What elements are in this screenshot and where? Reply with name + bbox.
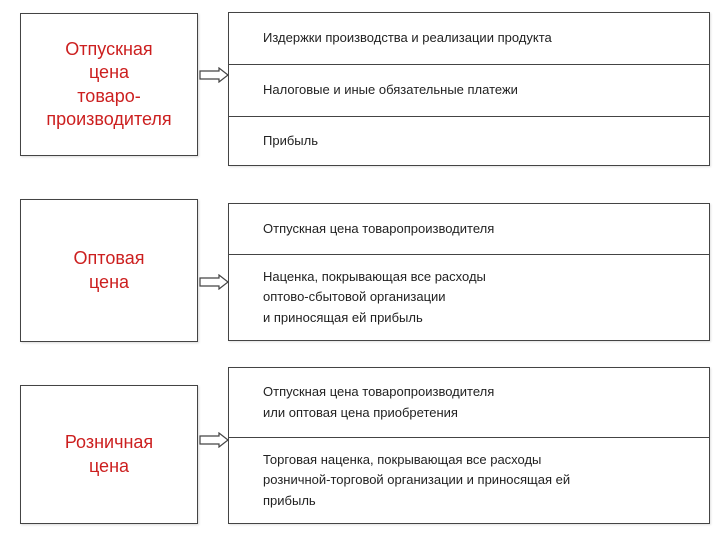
- producer-price-components: [228, 12, 710, 166]
- producer-price-label-box: [20, 13, 198, 156]
- wholesale-price-label-box: [20, 199, 198, 342]
- component-retail-markup: Торговая наценка, покрывающая все расходы розничной-торговой организации и приносящая ей прибыль: [229, 437, 709, 523]
- arrow-right-icon: [199, 67, 229, 83]
- wholesale-price-label: Оптовая цена: [73, 248, 145, 292]
- retail-price-label-box: [20, 385, 198, 524]
- component-taxes: Налоговые и иные обязательные платежи: [229, 64, 709, 116]
- component-producer-or-wholesale-price: Отпускная цена товаропроизводителя или оптовая цена приобретения: [263, 384, 495, 420]
- arrow-right-icon: [199, 432, 229, 448]
- retail-price-label: Розничная цена: [64, 432, 154, 476]
- component-production-costs: Издержки производства и реализации продукта: [263, 30, 552, 46]
- arrow-right-icon: [199, 274, 229, 290]
- retail-price-components: [228, 367, 710, 524]
- wholesale-price-components: [228, 203, 710, 341]
- producer-price-label: Отпускная цена товаро- производителя: [46, 39, 172, 129]
- component-producer-price: Отпускная цена товаропроизводителя: [263, 220, 495, 236]
- component-profit: Прибыль: [229, 116, 709, 165]
- component-wholesale-markup: Наценка, покрывающая все расходы оптово-сбытовой организации и приносящая ей прибыль: [229, 254, 709, 340]
